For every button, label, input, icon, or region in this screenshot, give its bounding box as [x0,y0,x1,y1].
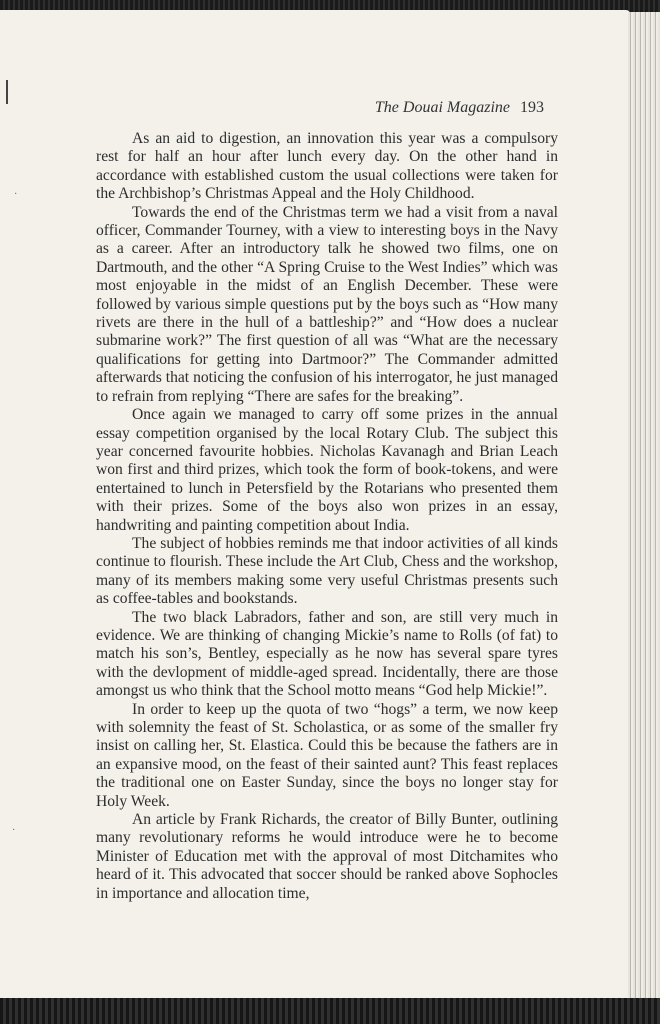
paragraph: The subject of hobbies reminds me that indoor activities of all kinds continue to flourish. These include the Art Club, Chess and the workshop, many of its members making some very useful Christmas presents such as coffee-tables and bookstands. [96,534,558,608]
page-number: 193 [520,99,544,116]
paragraph: An article by Frank Richards, the creator of Billy Bunter, outlining many revolutionary reforms he would introduce were he to become Minister of Education met with the approval of most Ditchamites who heard of it. This advocated that soccer should be ranked above Sophocles in importance and allocation time, [96,811,558,902]
paragraph: Once again we managed to carry off some prizes in the annual essay competition organised by the local Rotary Club. The subject this year concerned favourite hobbies. Nicholas Kavanagh and Brian Leach won first and third prizes, which took the form of book-tokens, and were entertained to lunch in Petersfield by the Rotarians who presented them with their prizes. Some of the boys also won prizes in an essay, handwriting and painting competition about India. [96,406,558,534]
book-bottom-edge [0,998,660,1024]
paragraph: As an aid to digestion, an innovation this year was a compulsory rest for half an hour after lunch every day. On the other hand in accordance with established custom the usual collections were taken for the Archbishop’s Christmas Appeal and the Holy Childhood. [96,130,558,203]
margin-dot: · [14,189,18,200]
binding-mark [6,80,8,104]
article-body [96,130,558,903]
paragraph: Towards the end of the Christmas term we had a visit from a naval officer, Commander Tourney, with a view to interesting boys in the Navy as a career. After an introductory talk he showed two films, one on Dartmouth, and the other “A Spring Cruise to the West Indies” which was most enjoyable in the midst of an English December. These were followed by various simple questions put by the boys such as “How many rivets are there in the hull of a battleship?” and “How does a nuclear submarine work?” The first question of all was “What are the necessary qualifications for getting into Dartmoor?” The Commander admitted afterwards that noticing the confusion of his interrogator, he just managed to refrain from replying “There are safes for the breaking”. [96,203,558,405]
magazine-title: The Douai Magazine [374,99,510,116]
page-stack-edge [628,12,660,1000]
margin-dot: · [12,825,16,836]
running-header [96,98,544,118]
paragraph: The two black Labradors, father and son, are still very much in evidence. We are thinking of changing Mickie’s name to Rolls (of fat) to match his son’s, Bentley, especially as he now has several spare tyres with the devlopment of middle-aged spread. Incidentally, there are those amongst us who think that the School motto means “God help Mickie!”. [96,608,558,700]
paragraph: In order to keep up the quota of two “hogs” a term, we now keep with solemnity the feast of St. Scholastica, or as some of the smaller fry insist on calling her, St. Elastica. Could this be because the fathers are in an expansive mood, on the feast of their sainted aunt? This feast replaces the traditional one on Easter Sunday, since the boys no longer stay for Holy Week. [96,700,558,810]
